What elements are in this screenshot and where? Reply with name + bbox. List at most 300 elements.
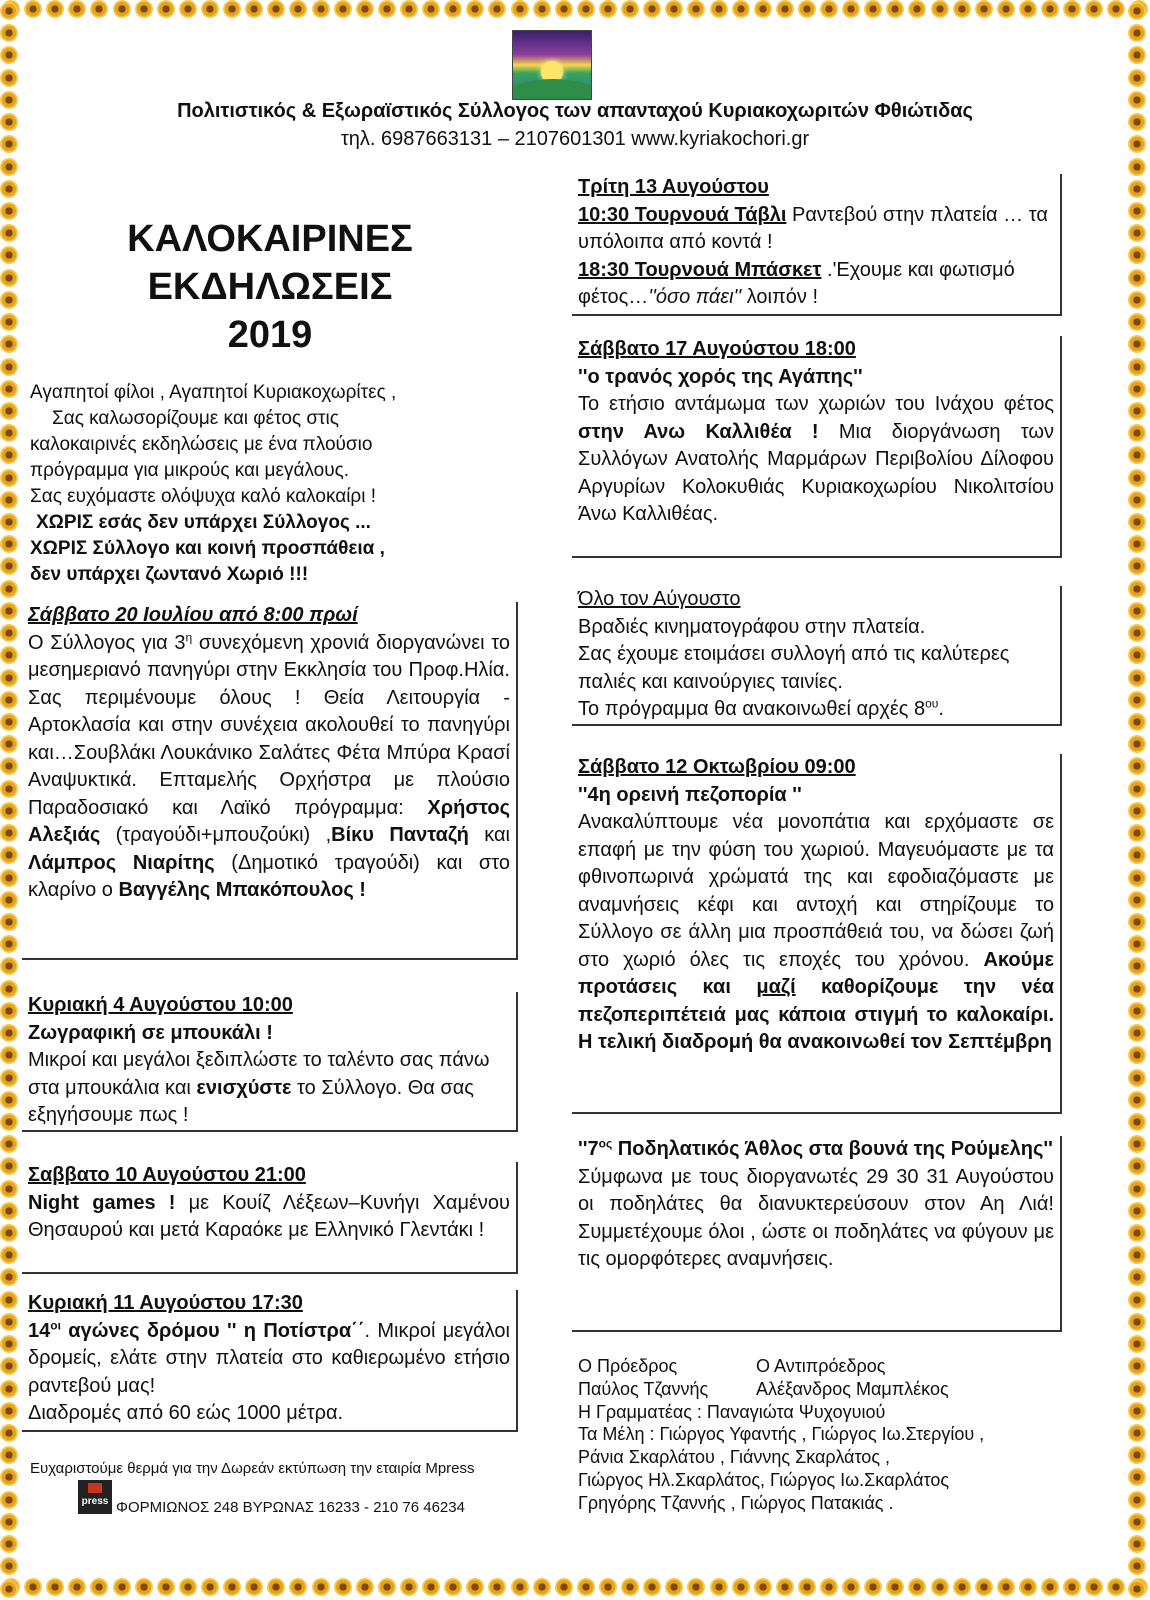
sunflower-icon: [223, 0, 241, 18]
sunflower-icon: [621, 1578, 639, 1596]
sunflower-icon: [1128, 202, 1146, 220]
sunflower-icon: [0, 1557, 18, 1575]
sunflower-icon: [1128, 980, 1146, 998]
event-heading: Σάββατο 17 Αυγούστου 18:00: [578, 338, 856, 360]
sunflower-icon: [0, 1535, 18, 1553]
sunflower-icon: [378, 1578, 396, 1596]
sunflower-icon: [953, 1578, 971, 1596]
sponsor-address: ΦΟΡΜΙΩΝΟΣ 248 ΒΥΡΩΝΑΣ 16233 - 210 76 46234: [116, 1499, 465, 1516]
sunflower-icon: [1128, 1446, 1146, 1464]
sunflower-icon: [113, 1578, 131, 1596]
sunflower-icon: [1128, 691, 1146, 709]
intro-line: Αγαπητοί φίλοι , Αγαπητοί Κυριακοχωρίτες ,: [30, 382, 397, 403]
members-line: Τα Μέλη : Γιώργος Υφαντής , Γιώργος Ιω.Στεργίου ,: [578, 1424, 985, 1445]
sunflower-icon: [599, 1578, 617, 1596]
sunflower-icon: [555, 1578, 573, 1596]
sunflower-icon: [1128, 935, 1146, 953]
event-box-aug17: [572, 336, 1062, 558]
event-body: Βραδιές κινηματογράφου στην πλατεία.: [578, 615, 926, 638]
sunflower-icon: [1128, 1535, 1146, 1553]
sunflower-icon: [1128, 1424, 1146, 1442]
sunflower-icon: [0, 535, 18, 553]
sunflower-icon: [533, 1578, 551, 1596]
sunflower-icon: [0, 824, 18, 842]
sunflower-icon: [223, 1578, 241, 1596]
sunflower-icon: [1107, 0, 1125, 18]
event-body: Ανακαλύπτουμε νέα μονοπάτια και ερχόμαστε σε επαφή με την φύση του χωριού. Μαγευόμαστε με τα φθινοπωρινά χρώματά της και εφοδιαζόμαστε με αναμνήσεις κέφι και αντοχή και στηρίζουμε το Σύλλογο σε άλλη μια προσπάθειά του, να δώσει ζωή στο χωριό όλες τις εποχές του χρόνου. Ακούμε προτάσεις και μαζί καθορίζουμε την νέα πεζοπεριπέτειά μας κάποια στιγμή το καλοκαίρι. Η τελική διαδρομή θα ανακοινωθεί τον Σεπτέμβρη: [578, 811, 1055, 1053]
sunflower-icon: [378, 0, 396, 18]
event-box-jul20: [22, 602, 518, 960]
sunflower-icon: [1128, 291, 1146, 309]
sunflower-icon: [1128, 1335, 1146, 1353]
sunflower-icon: [0, 202, 18, 220]
sunflower-icon: [0, 646, 18, 664]
sunflower-icon: [1128, 491, 1146, 509]
sunflower-icon: [1128, 757, 1146, 775]
president-name: Παύλος Τζαννής: [578, 1378, 709, 1399]
sunflower-icon: [488, 0, 506, 18]
intro-line: πρόγραμμα για μικρούς και μεγάλους.: [30, 460, 350, 481]
sunflower-icon: [1128, 1357, 1146, 1375]
sunflower-icon: [1128, 1246, 1146, 1264]
sunflower-icon: [1128, 224, 1146, 242]
sunflower-icon: [0, 1024, 18, 1042]
sunflower-icon: [754, 1578, 772, 1596]
sunflower-icon: [1128, 1002, 1146, 1020]
sunflower-icon: [356, 0, 374, 18]
members-line: Ράνια Σκαρλάτου , Γιάννης Σκαρλάτος ,: [578, 1447, 890, 1468]
sunflower-icon: [621, 0, 639, 18]
sunflower-icon: [1128, 1580, 1146, 1598]
sunflower-icon: [931, 1578, 949, 1596]
sunflower-icon: [0, 735, 18, 753]
sunflower-icon: [886, 1578, 904, 1596]
sunflower-icon: [1128, 646, 1146, 664]
sunflower-icon: [0, 313, 18, 331]
sunflower-icon: [289, 0, 307, 18]
sunflower-icon: [687, 1578, 705, 1596]
sunflower-icon: [0, 846, 18, 864]
sunflower-icon: [68, 1578, 86, 1596]
sunflower-icon: [0, 980, 18, 998]
sunflower-icon: [68, 0, 86, 18]
sunflower-icon: [422, 1578, 440, 1596]
members-line: Γιώργος Ηλ.Σκαρλάτος, Γιώργος Ιω.Σκαρλάτος: [578, 1469, 950, 1490]
sunflower-icon: [1128, 1157, 1146, 1175]
event-subheading: Ζωγραφική σε μπουκάλι !: [28, 1021, 273, 1044]
sunflower-icon: [1128, 180, 1146, 198]
event-box-aug10: [22, 1162, 518, 1274]
vice-president-name: Αλέξανδρος Μαμπλέκος: [756, 1378, 949, 1399]
sunflower-icon: [1128, 246, 1146, 264]
sunflower-icon: [1128, 424, 1146, 442]
sunflower-icon: [0, 1069, 18, 1087]
page-title: [60, 215, 480, 359]
sunflower-icon: [334, 0, 352, 18]
sunflower-icon: [1128, 380, 1146, 398]
sunflower-icon: [732, 1578, 750, 1596]
sunflower-icon: [0, 491, 18, 509]
sunflower-icon: [0, 1580, 18, 1598]
sunflower-icon: [0, 1335, 18, 1353]
intro-line: Σας καλωσορίζουμε και φέτος στις: [52, 408, 339, 429]
sunflower-icon: [24, 0, 42, 18]
sunflower-icon: [1128, 1491, 1146, 1509]
sunflower-icon: [886, 0, 904, 18]
intro-emphasis: ΧΩΡΙΣ Σύλλογο και κοινή προσπάθεια ,: [30, 538, 385, 559]
sunflower-icon: [0, 46, 18, 64]
sunflower-icon: [953, 0, 971, 18]
sunflower-icon: [1128, 1224, 1146, 1242]
sunflower-icon: [0, 1291, 18, 1309]
sunflower-icon: [1041, 0, 1059, 18]
sunflower-icon: [665, 0, 683, 18]
sunflower-icon: [0, 1380, 18, 1398]
sunflower-icon: [1128, 24, 1146, 42]
sunflower-icon: [511, 1578, 529, 1596]
sunflower-icon: [466, 1578, 484, 1596]
sunflower-icon: [0, 580, 18, 598]
sunflower-icon: [267, 1578, 285, 1596]
sunflower-icon: [179, 0, 197, 18]
sunflower-icon: [0, 802, 18, 820]
sunflower-icon: [1128, 469, 1146, 487]
event-box-aug4: [22, 992, 518, 1132]
sunflower-icon: [1128, 69, 1146, 87]
sunflower-icon: [0, 1157, 18, 1175]
sunflower-icon: [1128, 2, 1146, 20]
sunflower-icon: [157, 1578, 175, 1596]
committee-list: [578, 1355, 984, 1515]
title-line-3: 2019: [227, 314, 313, 356]
title-line-2: ΕΚΔΗΛΩΣΕΙΣ: [147, 266, 393, 308]
sunflower-icon: [0, 557, 18, 575]
sunflower-icon: [599, 0, 617, 18]
sunflower-icon: [0, 780, 18, 798]
intro-emphasis: ΧΩΡΙΣ εσάς δεν υπάρχει Σύλλογος ...: [36, 512, 371, 533]
sunflower-icon: [0, 891, 18, 909]
sunflower-icon: [776, 0, 794, 18]
secretary: Η Γραμματέας : Παναγιώτα Ψυχογυιού: [578, 1401, 886, 1422]
sunflower-icon: [90, 0, 108, 18]
sunflower-icon: [0, 424, 18, 442]
sunflower-icon: [24, 1578, 42, 1596]
sunflower-icon: [643, 0, 661, 18]
sunflower-icon: [0, 24, 18, 42]
sunflower-icon: [0, 1091, 18, 1109]
sunflower-icon: [1085, 1578, 1103, 1596]
sunflower-icon: [1128, 780, 1146, 798]
sunflower-icon: [46, 1578, 64, 1596]
sunflower-icon: [1128, 669, 1146, 687]
sunflower-icon: [0, 180, 18, 198]
committee-row: [578, 1378, 984, 1401]
sunflower-icon: [1128, 713, 1146, 731]
sunflower-icon: [0, 713, 18, 731]
sunflower-icon: [422, 0, 440, 18]
sunflower-icon: [1128, 624, 1146, 642]
sunflower-icon: [334, 1578, 352, 1596]
sunflower-icon: [1128, 913, 1146, 931]
event-heading: Κυριακή 4 Αυγούστου 10:00: [28, 994, 293, 1016]
sunflower-icon: [0, 1513, 18, 1531]
president-label: Ο Πρόεδρος: [578, 1356, 678, 1376]
sunflower-icon: [710, 0, 728, 18]
sunflower-icon: [864, 0, 882, 18]
sunflower-icon: [0, 246, 18, 264]
sunflower-icon: [1128, 269, 1146, 287]
sunflower-icon: [1128, 46, 1146, 64]
sunflower-icon: [0, 291, 18, 309]
sunflower-icon: [1128, 1291, 1146, 1309]
event-heading: Τρίτη 13 Αυγούστου: [578, 176, 769, 198]
sunflower-icon: [0, 1268, 18, 1286]
sunflower-icon: [1063, 1578, 1081, 1596]
intro-text: [30, 380, 500, 588]
event-subheading: ''ο τρανός χορός της Αγάπης'': [578, 365, 863, 388]
event-body: Ο Σύλλογος για $3^\eta$ συνεχόμενη χρονιά διοργανώνει το μεσημεριανό πανηγύρι στην Εκκλησία του Προφ.Ηλία. Σας περιμένουμε όλους ! Θεία Λειτουργία - Αρτοκλασία και στην συνέχεια ακολουθεί το πανηγύρι και…Σουβλάκι Λουκάνικο Σαλάτες Φέτα Μπύρα Κρασί Αναψυκτικά. Επταμελής Ορχήστρα με πλούσιο Παραδοσιακό και Λαϊκό πρόγραμμα: Χρήστος Αλεξιάς (τραγούδι+μπουζούκι) ,Βίκυ Πανταζή και Λάμπρος Νιαρίτης (Δημοτικό τραγούδι) και στο κλαρίνο ο Βαγγέλης Μπακόπουλος !: [28, 629, 511, 901]
sunflower-icon: [975, 1578, 993, 1596]
event-box-august: [572, 586, 1062, 726]
sunflower-icon: [842, 1578, 860, 1596]
sunflower-icon: [1128, 1046, 1146, 1064]
sunflower-icon: [0, 691, 18, 709]
sunflower-icon: [444, 0, 462, 18]
sunflower-icon: [1128, 824, 1146, 842]
event-body: Το πρόγραμμα θα ανακοινωθεί αρχές $8^{o\upsilon}$.: [578, 696, 944, 720]
event-heading: Όλο τον Αύγουστο: [578, 588, 741, 610]
sunflower-icon: [0, 1224, 18, 1242]
sunflower-icon: [0, 1468, 18, 1486]
press-logo: press: [78, 1480, 112, 1514]
sunflower-icon: [113, 0, 131, 18]
sunflower-icon: [1128, 446, 1146, 464]
sponsor-thanks: Ευχαριστούμε θερμά για την Δωρεάν εκτύπωση την εταιρία Mpress: [30, 1460, 475, 1477]
sunflower-icon: [776, 1578, 794, 1596]
sunflower-icon: [400, 0, 418, 18]
sunflower-icon: [201, 0, 219, 18]
sunflower-icon: [1128, 735, 1146, 753]
sunflower-icon: [1128, 580, 1146, 598]
event-body: 18:30 Τουρνουά Μπάσκετ .'Εχουμε και φωτισμό φέτος…''όσο πάει'' λοιπόν !: [578, 258, 1015, 308]
event-heading: Κυριακή 11 Αυγούστου 17:30: [28, 1292, 303, 1314]
sunflower-icon: [908, 0, 926, 18]
sunflower-icon: [179, 1578, 197, 1596]
sunflower-icon: [444, 1578, 462, 1596]
intro-line: καλοκαιρινές εκδηλώσεις με ένα πλούσιο: [30, 434, 373, 455]
sunflower-icon: [1128, 1513, 1146, 1531]
sunflower-icon: [0, 1357, 18, 1375]
event-box-oct12: [572, 754, 1062, 1114]
sunflower-icon: [1128, 1468, 1146, 1486]
sunflower-icon: [1128, 1313, 1146, 1331]
sunflower-icon: [1128, 1024, 1146, 1042]
sunflower-icon: [0, 269, 18, 287]
sunflower-icon: [1041, 1578, 1059, 1596]
sunflower-icon: [0, 402, 18, 420]
sunflower-icon: [0, 1402, 18, 1420]
sunflower-icon: [0, 1424, 18, 1442]
event-heading: Σάββατο 20 Ιουλίου από 8:00 πρωί: [28, 604, 358, 626]
event-box-aug13: [572, 174, 1062, 316]
sunflower-icon: [577, 1578, 595, 1596]
sunflower-icon: [555, 0, 573, 18]
sunflower-icon: [997, 1578, 1015, 1596]
sunflower-icon: [1128, 313, 1146, 331]
event-body: Σας έχουμε ετοιμάσει συλλογή από τις καλύτερες παλιές και καινούργιες ταινίες.: [578, 643, 1010, 693]
sunflower-icon: [0, 1446, 18, 1464]
sunflower-icon: [1128, 1402, 1146, 1420]
event-body: Σύμφωνα με τους διοργανωτές 29 30 31 Αυγούστου οι ποδηλάτες θα διανυκτερεύσουν στον Αη Λιά! Συμμετέχουμε όλοι , ώστε οι ποδηλάτες να φύγουν με τις ομορφότερες αναμνήσεις.: [578, 1165, 1054, 1270]
sunflower-icon: [245, 0, 263, 18]
sunflower-icon: [1128, 158, 1146, 176]
sunflower-icon: [842, 0, 860, 18]
sunflower-icon: [488, 1578, 506, 1596]
sunflower-icon: [0, 2, 18, 20]
sunflower-icon: [245, 1578, 263, 1596]
sunflower-icon: [0, 1135, 18, 1153]
event-body: 10:30 Τουρνουά Τάβλι Ραντεβού στην πλατεία … τα υπόλοιπα από κοντά !: [578, 203, 1048, 253]
sunflower-icon: [1128, 869, 1146, 887]
sunflower-icon: [312, 0, 330, 18]
sunflower-icon: [1128, 557, 1146, 575]
sunflower-icon: [1128, 402, 1146, 420]
sunflower-icon: [0, 935, 18, 953]
sunflower-icon: [135, 1578, 153, 1596]
sunflower-icon: [1128, 358, 1146, 376]
event-body: Night games ! με Κουίζ Λέξεων–Κυνήγι Χαμένου Θησαυρού και μετά Καραόκε με Ελληνικό Γλεντάκι !: [28, 1191, 510, 1241]
intro-line: [30, 510, 500, 536]
sunflower-icon: [0, 913, 18, 931]
sunflower-icon: [1063, 0, 1081, 18]
sunflower-icon: [1019, 1578, 1037, 1596]
hill-icon: [512, 79, 592, 100]
sunflower-icon: [0, 624, 18, 642]
sunflower-icon: [975, 0, 993, 18]
sunflower-icon: [90, 1578, 108, 1596]
event-body: $14^{o\iota}$ αγώνες δρόμου '' η Ποτίστρα΄΄. Μικροί μεγάλοι δρομείς, ελάτε στην πλατεία στο καθιερωμένο ετήσιο ραντεβού μας!: [28, 1317, 510, 1397]
sunflower-icon: [0, 957, 18, 975]
sunflower-icon: [0, 1180, 18, 1198]
sunflower-icon: [0, 380, 18, 398]
sunflower-icon: [0, 869, 18, 887]
decorative-border-left: [0, 0, 22, 1600]
sunflower-icon: [0, 335, 18, 353]
sunflower-icon: [1128, 513, 1146, 531]
sunflower-icon: [0, 602, 18, 620]
sunflower-icon: [1128, 1091, 1146, 1109]
sunflower-icon: [754, 0, 772, 18]
sunflower-icon: [0, 358, 18, 376]
sunflower-icon: [135, 0, 153, 18]
sunflower-icon: [798, 0, 816, 18]
vice-president-label: Ο Αντιπρόεδρος: [756, 1356, 886, 1376]
sunflower-icon: [0, 513, 18, 531]
event-box-bike: [572, 1136, 1062, 1332]
event-heading: Σαββατο 10 Αυγούστου 21:00: [28, 1164, 306, 1186]
sunflower-icon: [0, 1313, 18, 1331]
sunflower-icon: [157, 0, 175, 18]
sunflower-icon: [710, 1578, 728, 1596]
sunflower-icon: [0, 1046, 18, 1064]
event-body: Το ετήσιο αντάμωμα των χωριών του Ινάχου φέτος στην Ανω Καλλιθέα ! Μια διοργάνωση των Συλλόγων Ανατολής Μαρμάρων Περιβολίου Δίλοφου Αργυρίων Κολοκυθιάς Κυριακοχωρίου Νικολιτσίου Άνω Καλλιθέας.: [578, 393, 1055, 525]
sunflower-icon: [0, 224, 18, 242]
sunflower-icon: [864, 1578, 882, 1596]
sunflower-icon: [0, 158, 18, 176]
decorative-border-bottom: [0, 1578, 1150, 1600]
decorative-border-top: [0, 0, 1150, 22]
sunflower-icon: [1128, 1380, 1146, 1398]
event-subheading: ''4η ορεινή πεζοπορία '': [578, 783, 802, 806]
event-body: Διαδρομές από 60 εώς 1000 μέτρα.: [28, 1402, 344, 1424]
org-contact: τηλ. 6987663131 – 2107601301 www.kyriakochori.gr: [340, 128, 810, 150]
sunflower-icon: [466, 0, 484, 18]
sunflower-icon: [0, 757, 18, 775]
intro-line: Σας ευχόμαστε ολόψυχα καλό καλοκαίρι !: [30, 486, 377, 507]
sunflower-icon: [511, 0, 529, 18]
sunflower-icon: [0, 1246, 18, 1264]
sunflower-icon: [533, 0, 551, 18]
title-line-1: ΚΑΛΟΚΑΙΡΙΝΕΣ: [127, 218, 413, 260]
sunflower-icon: [1128, 957, 1146, 975]
sunflower-icon: [931, 0, 949, 18]
sunflower-icon: [1128, 1202, 1146, 1220]
event-heading: Σάββατο 12 Οκτωβρίου 09:00: [578, 756, 856, 778]
intro-line: [30, 562, 500, 588]
sunflower-icon: [0, 69, 18, 87]
sunflower-icon: [1128, 846, 1146, 864]
sunflower-icon: [356, 1578, 374, 1596]
sunflower-icon: [289, 1578, 307, 1596]
members-line: Γρηγόρης Τζαννής , Γιώργος Πατακιάς .: [578, 1492, 894, 1513]
sunflower-icon: [1128, 1557, 1146, 1575]
sunflower-icon: [665, 1578, 683, 1596]
sunflower-icon: [1128, 535, 1146, 553]
sunflower-icon: [1019, 0, 1037, 18]
sunflower-icon: [1107, 1578, 1125, 1596]
sunflower-icon: [201, 1578, 219, 1596]
sunflower-icon: [1128, 1135, 1146, 1153]
sunflower-icon: [1128, 1113, 1146, 1131]
sunflower-icon: [400, 1578, 418, 1596]
org-name: Πολιτιστικός & Εξωραϊστικός Σύλλογος των απανταχού Κυριακοχωριτών Φθιώτιδας: [177, 100, 973, 122]
sunflower-icon: [820, 0, 838, 18]
sunflower-icon: [577, 0, 595, 18]
decorative-border-right: [1128, 0, 1150, 1600]
sunflower-icon: [0, 669, 18, 687]
sunflower-icon: [0, 446, 18, 464]
sunflower-icon: [1128, 602, 1146, 620]
sunflower-icon: [1128, 1069, 1146, 1087]
sunflower-icon: [1128, 891, 1146, 909]
sunflower-icon: [46, 0, 64, 18]
sunflower-icon: [0, 1113, 18, 1131]
sunflower-icon: [1128, 335, 1146, 353]
sunflower-icon: [0, 1002, 18, 1020]
sunflower-icon: [1128, 802, 1146, 820]
sunflower-icon: [643, 1578, 661, 1596]
sunflower-icon: [1085, 0, 1103, 18]
event-heading: ''$7^{o\varsigma}$ Ποδηλατικός Άθλος στα βουνά της Ρούμελης'': [578, 1136, 1053, 1160]
sunflower-icon: [1128, 1268, 1146, 1286]
sunflower-icon: [0, 1202, 18, 1220]
intro-line: [30, 536, 500, 562]
sunflower-icon: [732, 0, 750, 18]
association-logo: [512, 30, 592, 100]
sunflower-icon: [0, 1491, 18, 1509]
sunflower-icon: [820, 1578, 838, 1596]
sunflower-icon: [312, 1578, 330, 1596]
